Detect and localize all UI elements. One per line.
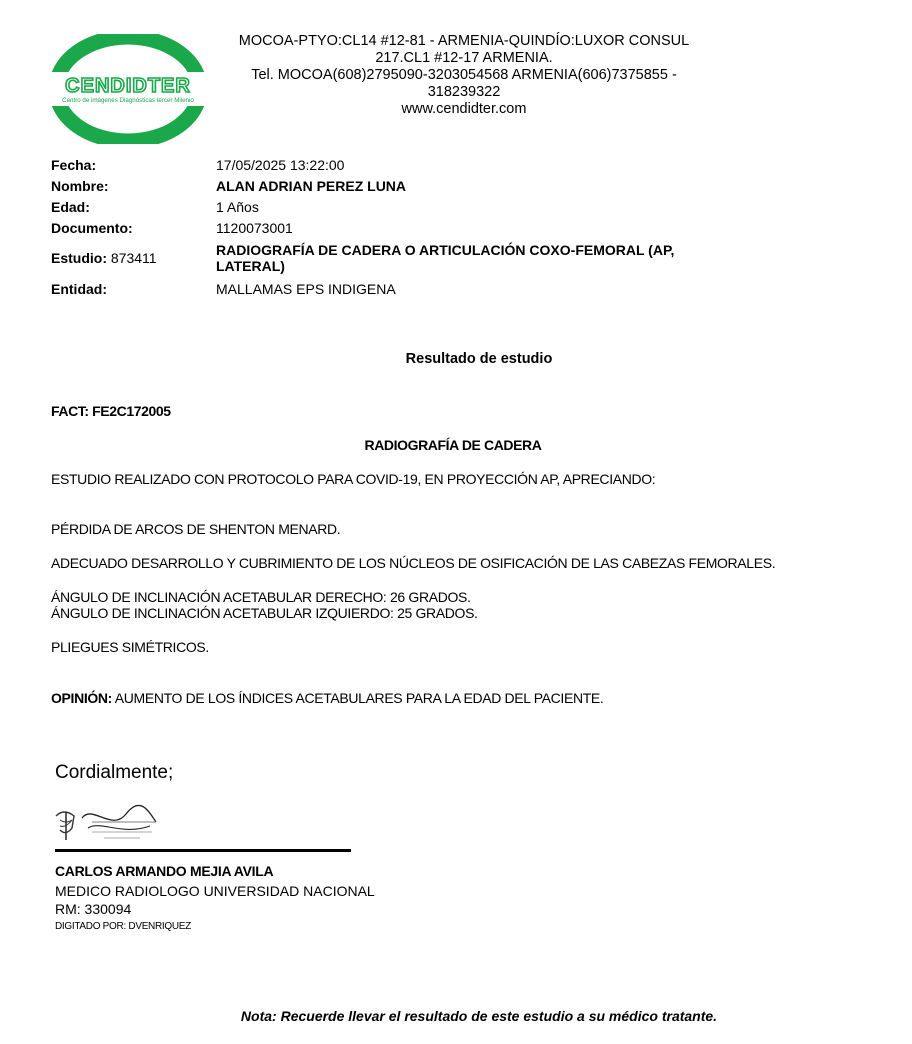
edad-row — [51, 196, 751, 217]
entidad-value: MALLAMAS EPS INDIGENA — [216, 280, 396, 297]
fecha-label: Fecha: — [51, 156, 97, 173]
opinion — [51, 690, 603, 706]
estudio-code: 873411 — [110, 250, 157, 266]
nombre-label: Nombre: — [51, 177, 109, 194]
logo-subtitle: Centro de imágenes Diagnósticas tercer Milenio — [62, 97, 194, 104]
address-line: 318239322 — [427, 84, 501, 100]
address-line: MOCOA-PTYO:CL14 #12-81 - ARMENIA-QUINDÍO:LUXOR CONSUL — [238, 33, 690, 49]
signature-stamp — [52, 802, 162, 846]
finding-line: PLIEGUES SIMÉTRICOS. — [51, 639, 209, 655]
estudio-row — [51, 238, 751, 278]
edad-value: 1 Años — [216, 198, 259, 215]
address-line: 217.CL1 #12-17 ARMENIA. — [375, 50, 553, 66]
fecha-row — [51, 154, 751, 175]
nombre-row — [51, 175, 751, 196]
edad-label: Edad: — [51, 198, 90, 215]
finding-line: ÁNGULO DE INCLINACIÓN ACETABULAR IZQUIERDO: 25 GRADOS. — [51, 605, 478, 621]
nombre-value: ALAN ADRIAN PEREZ LUNA — [216, 177, 407, 194]
section-title: RADIOGRAFÍA DE CADERA — [364, 437, 542, 453]
clinic-website[interactable]: www.cendidter.com — [401, 101, 527, 117]
documento-row — [51, 217, 751, 238]
doctor-rm: RM: 330094 — [55, 901, 132, 917]
doctor-title: MEDICO RADIOLOGO UNIVERSIDAD NACIONAL — [55, 883, 375, 899]
address-line: Tel. MOCOA(608)2795090-3203054568 ARMENIA(606)7375855 - — [251, 67, 677, 83]
clinic-address — [225, 33, 703, 118]
estudio-label: Estudio: — [51, 250, 107, 266]
entidad-label: Entidad: — [51, 280, 107, 297]
patient-info-table — [51, 154, 751, 299]
fecha-value: 17/05/2025 13:22:00 — [216, 156, 345, 173]
logo-wordmark: CENDIDTER — [65, 75, 191, 97]
greeting: Cordialmente; — [55, 762, 174, 783]
finding-line: ÁNGULO DE INCLINACIÓN ACETABULAR DERECHO: 26 GRADOS. — [51, 589, 471, 605]
invoice-number: FACT: FE2C172005 — [51, 403, 171, 419]
intro-text: ESTUDIO REALIZADO CON PROTOCOLO PARA COVID-19, EN PROYECCIÓN AP, APRECIANDO: — [51, 471, 656, 487]
doctor-name: CARLOS ARMANDO MEJIA AVILA — [55, 863, 274, 879]
documento-value: 1120073001 — [216, 219, 293, 236]
entidad-row — [51, 278, 751, 299]
opinion-text: AUMENTO DE LOS ÍNDICES ACETABULARES PARA LA EDAD DEL PACIENTE. — [114, 690, 604, 706]
footer-note: Nota: Recuerde llevar el resultado de este estudio a su médico tratante. — [240, 1008, 718, 1024]
finding-line: ADECUADO DESARROLLO Y CUBRIMIENTO DE LOS NÚCLEOS DE OSIFICACIÓN DE LAS CABEZAS FEMORALES. — [51, 555, 776, 571]
estudio-label-cell — [51, 238, 216, 278]
clinic-logo — [50, 34, 206, 144]
results-heading: Resultado de estudio — [405, 351, 553, 367]
documento-label: Documento: — [51, 219, 133, 236]
signature-line — [55, 849, 351, 852]
estudio-value: RADIOGRAFÍA DE CADERA O ARTICULACIÓN COXO-FEMORAL (AP, LATERAL) — [216, 242, 675, 274]
opinion-label: OPINIÓN: — [51, 690, 112, 706]
finding-line: PÉRDIDA DE ARCOS DE SHENTON MENARD. — [51, 521, 341, 537]
typed-by: DIGITADO POR: DVENRIQUEZ — [55, 921, 191, 932]
